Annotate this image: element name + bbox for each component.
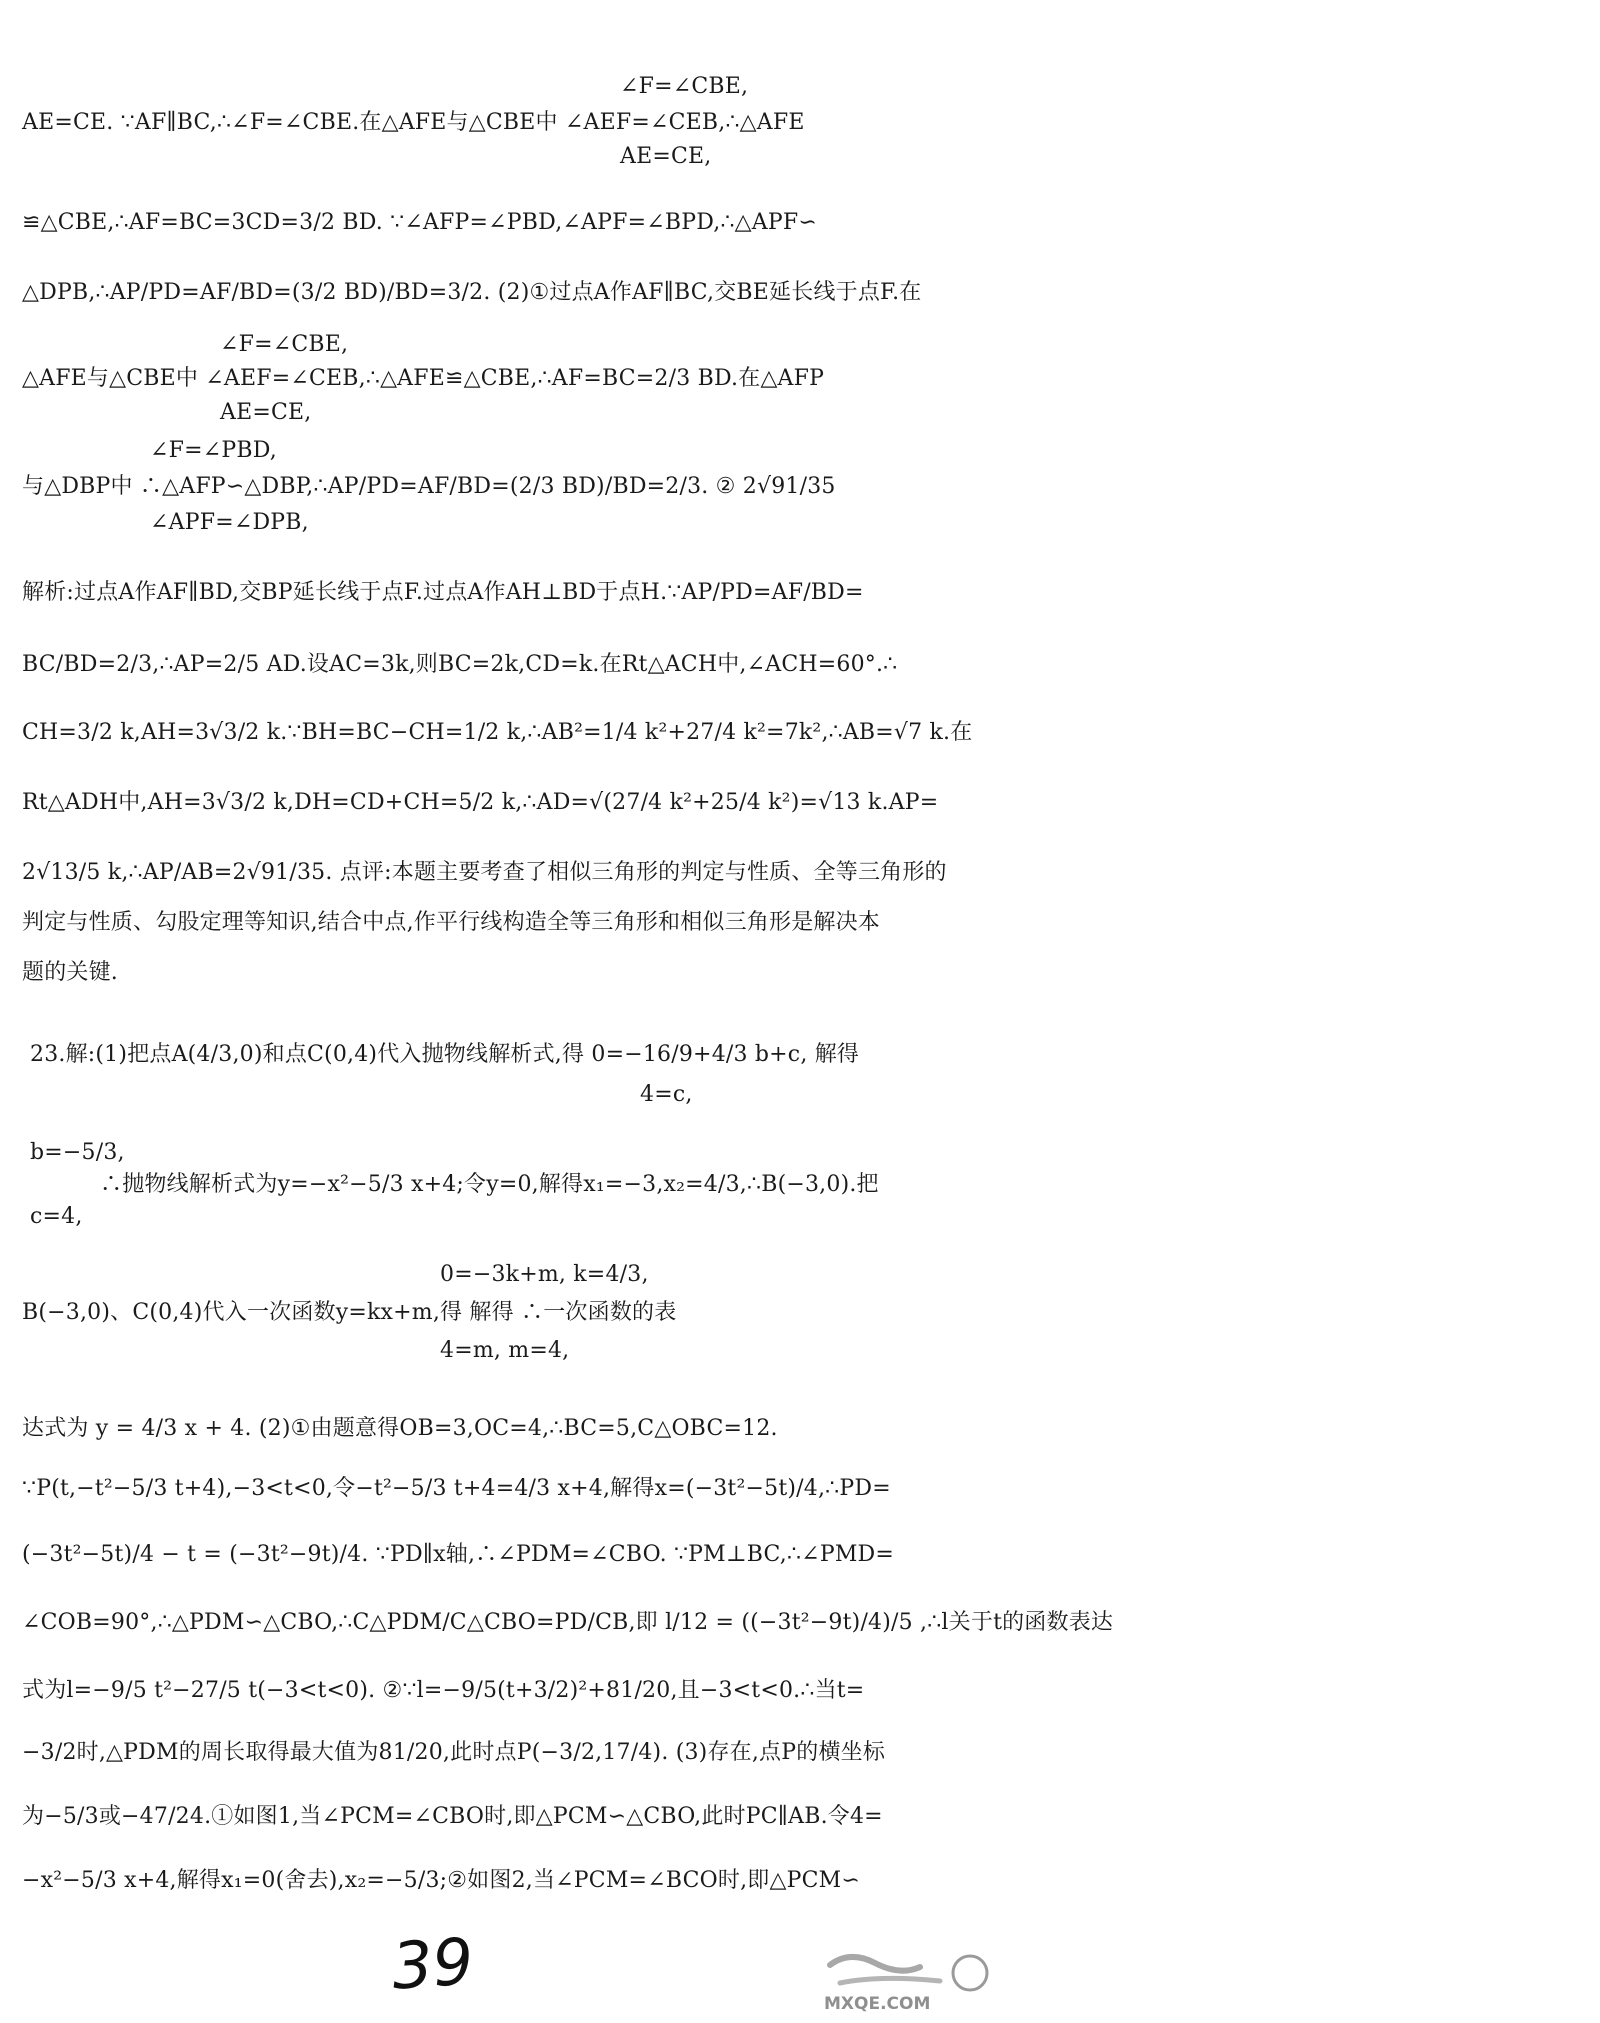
text-line: ∠F=∠CBE, bbox=[620, 74, 749, 99]
text-line: 4=m, m=4, bbox=[440, 1338, 570, 1363]
text-line: B(−3,0)、C(0,4)代入一次函数y=kx+m,得 解得 ∴一次函数的表 bbox=[22, 1300, 677, 1325]
text-line: ∠COB=90°,∴△PDM∽△CBO,∴C△PDM/C△CBO=PD/CB,即 l/12 = ((−3t²−9t)/4)/5 ,∴l关于t的函数表达 bbox=[22, 1610, 1114, 1635]
watermark-text: MXQE.COM bbox=[824, 1994, 931, 2014]
text-line: BC/BD=2/3,∴AP=2/5 AD.设AC=3k,则BC=2k,CD=k.在Rt△ACH中,∠ACH=60°.∴ bbox=[22, 652, 898, 677]
text-line: ∠APF=∠DPB, bbox=[150, 510, 309, 535]
watermark-logo bbox=[820, 1945, 990, 2015]
text-line: AE=CE, bbox=[220, 400, 312, 425]
text-line: AE=CE. ∵AF∥BC,∴∠F=∠CBE.在△AFE与△CBE中 ∠AEF=∠CEB,∴△AFE bbox=[22, 110, 805, 135]
text-line: 式为l=−9/5 t²−27/5 t(−3<t<0). ②∵l=−9/5(t+3/2)²+81/20,且−3<t<0.∴当t= bbox=[22, 1678, 865, 1703]
text-line: 23.解:(1)把点A(4/3,0)和点C(0,4)代入抛物线解析式,得 0=−16/9+4/3 b+c, 解得 bbox=[30, 1042, 860, 1067]
text-line: CH=3/2 k,AH=3√3/2 k.∵BH=BC−CH=1/2 k,∴AB²=1/4 k²+27/4 k²=7k²,∴AB=√7 k.在 bbox=[22, 720, 973, 745]
text-line: 4=c, bbox=[640, 1082, 693, 1107]
text-line: △AFE与△CBE中 ∠AEF=∠CEB,∴△AFE≌△CBE,∴AF=BC=2/3 BD.在△AFP bbox=[22, 366, 825, 391]
text-line: AE=CE, bbox=[620, 144, 712, 169]
text-line: 0=−3k+m, k=4/3, bbox=[440, 1262, 649, 1287]
text-line: Rt△ADH中,AH=3√3/2 k,DH=CD+CH=5/2 k,∴AD=√(27/4 k²+25/4 k²)=√13 k.AP= bbox=[22, 790, 939, 815]
text-line: ∠F=∠PBD, bbox=[150, 438, 277, 463]
text-line: 达式为 y = 4/3 x + 4. (2)①由题意得OB=3,OC=4,∴BC=5,C△OBC=12. bbox=[22, 1416, 778, 1441]
text-line: (−3t²−5t)/4 − t = (−3t²−9t)/4. ∵PD∥x轴,∴∠PDM=∠CBO. ∵PM⊥BC,∴∠PMD= bbox=[22, 1542, 895, 1567]
text-line: 与△DBP中 ∴△AFP∽△DBP,∴AP/PD=AF/BD=(2/3 BD)/BD=2/3. ② 2√91/35 bbox=[22, 474, 836, 499]
text-line: ≌△CBE,∴AF=BC=3CD=3/2 BD. ∵∠AFP=∠PBD,∠APF=∠BPD,∴△APF∽ bbox=[22, 210, 817, 235]
text-line: 判定与性质、勾股定理等知识,结合中点,作平行线构造全等三角形和相似三角形是解决本 bbox=[22, 910, 880, 935]
text-line: −3/2时,△PDM的周长取得最大值为81/20,此时点P(−3/2,17/4). (3)存在,点P的横坐标 bbox=[22, 1740, 886, 1765]
text-line: 题的关键. bbox=[22, 960, 118, 985]
text-line: △DPB,∴AP/PD=AF/BD=(3/2 BD)/BD=3/2. (2)①过点A作AF∥BC,交BE延长线于点F.在 bbox=[22, 280, 922, 305]
text-line: ∠F=∠CBE, bbox=[220, 332, 349, 357]
text-line: ∴抛物线解析式为y=−x²−5/3 x+4;令y=0,解得x₁=−3,x₂=4/3,∴B(−3,0).把 bbox=[100, 1172, 879, 1197]
text-line: 为−5/3或−47/24.①如图1,当∠PCM=∠CBO时,即△PCM∽△CBO,此时PC∥AB.令4= bbox=[22, 1804, 883, 1829]
text-line: c=4, bbox=[30, 1204, 83, 1229]
text-line: −x²−5/3 x+4,解得x₁=0(舍去),x₂=−5/3;②如图2,当∠PCM=∠BCO时,即△PCM∽ bbox=[22, 1868, 860, 1893]
text-line: 2√13/5 k,∴AP/AB=2√91/35. 点评:本题主要考查了相似三角形的判定与性质、全等三角形的 bbox=[22, 860, 947, 885]
text-line: b=−5/3, bbox=[30, 1140, 125, 1165]
page-number: 39 bbox=[389, 1925, 476, 2005]
text-line: 解析:过点A作AF∥BD,交BP延长线于点F.过点A作AH⊥BD于点H.∵AP/PD=AF/BD= bbox=[22, 580, 864, 605]
text-line: ∵P(t,−t²−5/3 t+4),−3<t<0,令−t²−5/3 t+4=4/3 x+4,解得x=(−3t²−5t)/4,∴PD= bbox=[22, 1476, 891, 1501]
